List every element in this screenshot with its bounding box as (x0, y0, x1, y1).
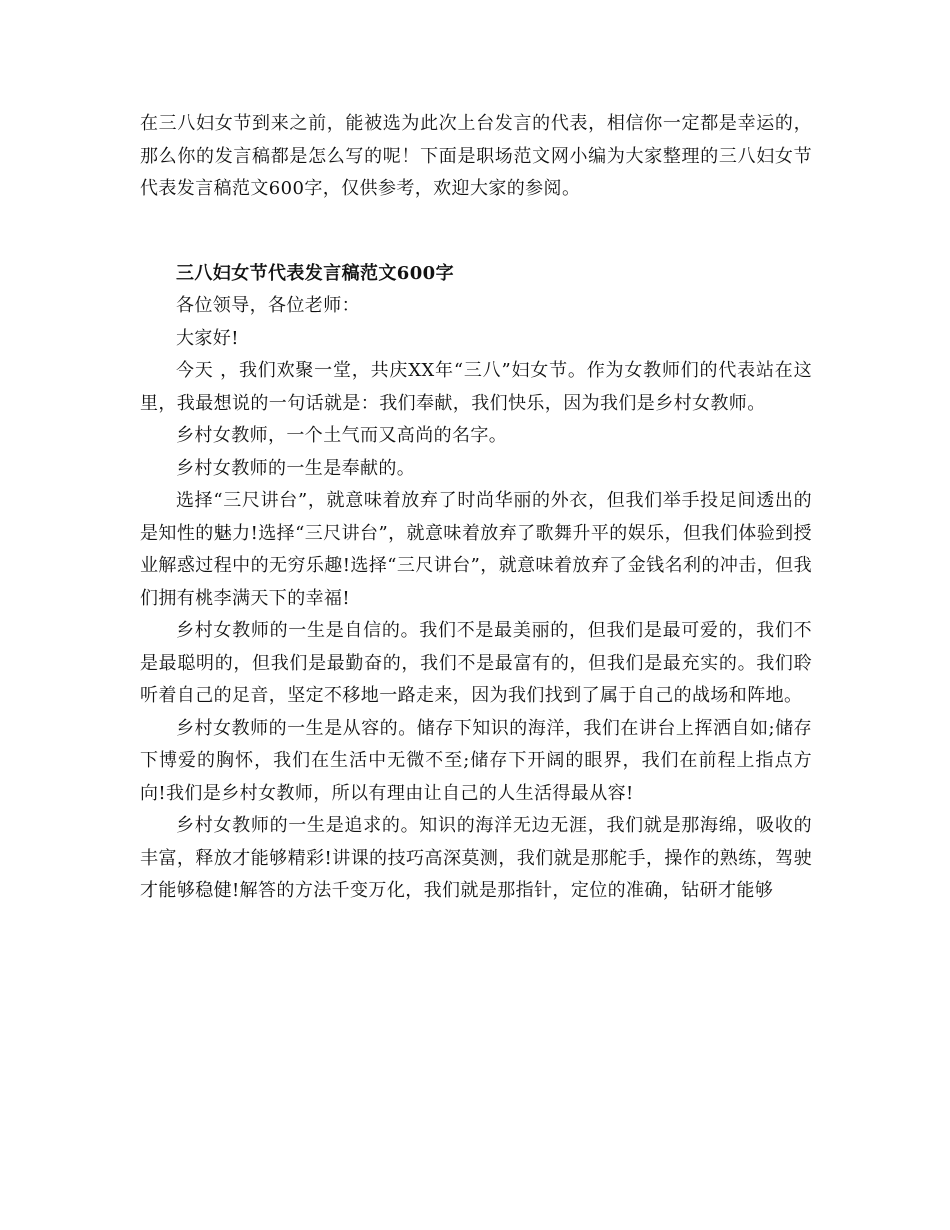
document-body (140, 108, 812, 908)
intro-paragraph: 在三八妇女节到来之前，能被选为此次上台发言的代表，相信你一定都是幸运的，那么你的发言稿都是怎么写的呢！下面是职场范文网小编为大家整理的三八妇女节代表发言稿范文600字，仅供参考，欢迎大家的参阅。 (140, 113, 812, 199)
body-paragraph: 乡村女教师的一生是奉献的。 (176, 457, 416, 479)
greeting-paragraph: 大家好! (176, 327, 239, 349)
body-paragraph: 乡村女教师的一生是自信的。我们不是最美丽的，但我们是最可爱的，我们不是最聪明的，但我们是最勤奋的，我们不是最富有的，但我们是最充实的。我们聆听着自己的足音，坚定不移地一路走来，因为我们找到了属于自己的战场和阵地。 (140, 620, 812, 706)
body-paragraph: 今天 ，我们欢聚一堂，共庆XX年“三八”妇女节。作为女教师们的代表站在这里，我最想说的一句话就是：我们奉献，我们快乐，因为我们是乡村女教师。 (140, 360, 812, 414)
article-heading: 三八妇女节代表发言稿范文600字 (176, 262, 454, 284)
body-paragraph: 选择“三尺讲台”，就意味着放弃了时尚华丽的外衣，但我们举手投足间透出的是知性的魅力!选择“三尺讲台”，就意味着放弃了歌舞升平的娱乐，但我们体验到授业解惑过程中的无穷乐趣!选择“三尺讲台”，就意味着放弃了金钱名利的冲击，但我们拥有桃李满天下的幸福! (140, 490, 812, 609)
body-paragraph: 乡村女教师的一生是追求的。知识的海洋无边无涯，我们就是那海绵，吸收的丰富，释放才能够精彩!讲课的技巧高深莫测，我们就是那舵手，操作的熟练，驾驶才能够稳健!解答的方法千变万化，我们就是那指针，定位的准确，钻研才能够 (140, 815, 812, 901)
body-paragraph: 乡村女教师的一生是从容的。储存下知识的海洋，我们在讲台上挥洒自如;储存下博爱的胸怀，我们在生活中无微不至;储存下开阔的眼界，我们在前程上指点方向!我们是乡村女教师，所以有理由让自己的人生活得最从容! (140, 717, 812, 804)
body-paragraph: 乡村女教师，一个土气而又高尚的名字。 (176, 425, 508, 446)
salutation-paragraph: 各位领导，各位老师： (176, 295, 360, 316)
